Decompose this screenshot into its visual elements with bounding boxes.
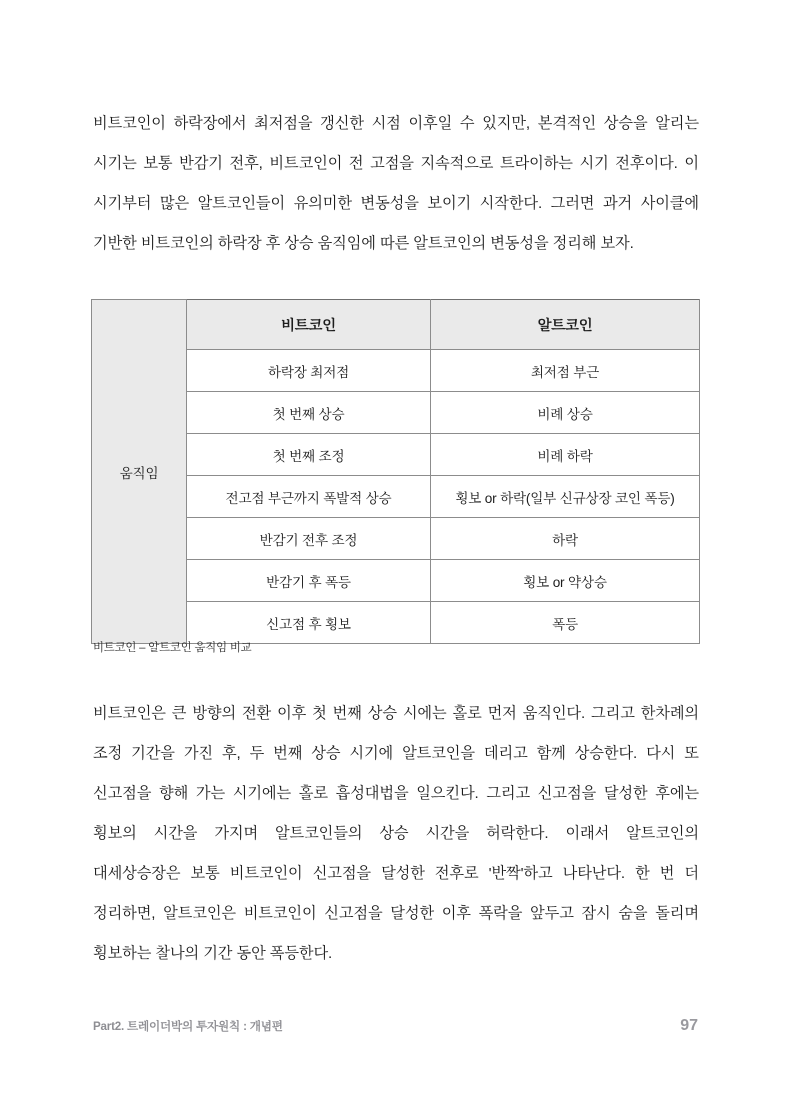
text-run: 반감기 — [179, 155, 223, 172]
text-run: 전후이다. — [615, 155, 678, 172]
paragraph-line — [93, 694, 699, 734]
text-run: 첫 — [312, 705, 327, 722]
text-run: 조정 — [93, 745, 123, 762]
text-run: 가진 — [183, 745, 213, 762]
comparison-table-wrapper — [91, 299, 699, 644]
paragraph-line: 횡보하는 찰나의 기간 동안 폭등한다. — [93, 945, 333, 962]
text-run: 상승 — [367, 705, 397, 722]
text-run: 함께 — [536, 745, 566, 762]
text-run: 유의미한 — [293, 195, 352, 212]
text-run: 보이기 — [427, 195, 472, 212]
table-cell-altcoin: 횡보 or 약상승 — [431, 560, 700, 602]
text-run: 번째 — [273, 745, 303, 762]
paragraph-line — [93, 184, 699, 224]
table-row-label — [92, 300, 187, 644]
text-run: 방향의 — [192, 705, 237, 722]
text-run: 시기에 — [349, 745, 394, 762]
text-run: 데리고 — [483, 745, 528, 762]
text-run: 후에는 — [655, 785, 699, 802]
text-run: 지속적으로 — [420, 155, 494, 172]
paragraph-line — [93, 144, 699, 184]
text-run: 큰 — [171, 705, 187, 722]
table-cell-bitcoin: 반감기 후 폭등 — [187, 560, 431, 602]
table-header-bitcoin: 비트코인 — [187, 300, 431, 350]
text-run: 그리고 — [591, 705, 635, 722]
text-run: 두 — [249, 745, 265, 762]
text-run: 하락장에서 — [173, 115, 247, 132]
text-run: 신고점을 — [312, 865, 371, 882]
text-run: 또 — [684, 745, 699, 762]
text-run: 고점을 — [370, 155, 414, 172]
table-row-label-text: 움직임 — [119, 465, 159, 481]
text-run: 시간을 — [153, 825, 198, 842]
paragraph-line — [93, 814, 699, 854]
text-run: 많은 — [159, 195, 190, 212]
text-run: 대세상승장은 — [93, 865, 181, 882]
comparison-table — [91, 299, 700, 644]
text-run: 트라이하는 — [500, 155, 573, 172]
table-cell-altcoin: 하락 — [431, 518, 700, 560]
text-run: 정리하면, — [93, 905, 156, 922]
text-run: 시기부터 — [93, 195, 152, 212]
text-run: 상승 — [311, 745, 341, 762]
text-run: 비트코인이 — [93, 115, 166, 132]
text-run: 번째 — [332, 705, 362, 722]
text-run: 갱신한 — [320, 115, 364, 132]
text-run: 신고점을 — [324, 905, 383, 922]
text-run: 전 — [348, 155, 364, 172]
text-run: 그리고 — [486, 785, 531, 802]
text-run: 알트코인들이 — [197, 195, 286, 212]
text-run: 번 — [659, 865, 675, 882]
table-caption: 비트코인 – 알트코인 움직임 비교 — [93, 642, 252, 654]
paragraph-line — [93, 894, 699, 934]
text-run: 가는 — [195, 785, 226, 802]
text-run: 보통 — [190, 865, 220, 882]
text-run: 잠시 — [581, 905, 611, 922]
text-run: 비트코인이 — [243, 905, 317, 922]
paragraph-line — [93, 854, 699, 894]
text-run: 다시 — [646, 745, 676, 762]
text-run: 후, — [221, 745, 241, 762]
text-run: 일으킨다. — [416, 785, 479, 802]
text-run: 수 — [459, 115, 475, 132]
table-cell-altcoin: 폭등 — [431, 602, 700, 644]
text-run: 기간을 — [131, 745, 175, 762]
text-run: 그러면 — [550, 195, 595, 212]
text-run: 알트코인은 — [163, 905, 236, 922]
page-footer — [93, 1017, 698, 1035]
text-run: 신고점을 — [537, 785, 597, 802]
text-run: 본격적인 — [537, 115, 597, 132]
text-run: 앞두고 — [530, 905, 574, 922]
text-run: 시점 — [371, 115, 401, 132]
text-run: 한차례의 — [640, 705, 699, 722]
table-header-row — [92, 300, 700, 350]
text-run: 사이클에 — [640, 195, 699, 212]
text-run: 이 — [684, 155, 699, 172]
text-run: 시에는 — [402, 705, 447, 722]
text-run: 시간을 — [425, 825, 470, 842]
text-run: 시기 — [579, 155, 609, 172]
text-run: 알트코인의 — [626, 825, 699, 842]
text-run: 더 — [684, 865, 699, 882]
text-run: 상승을 — [603, 115, 648, 132]
text-run: 알트코인들의 — [274, 825, 363, 842]
text-run: 보통 — [143, 155, 173, 172]
text-run: 최저점을 — [254, 115, 313, 132]
text-run: 달성한 — [390, 905, 435, 922]
text-run: 이후 — [441, 905, 471, 922]
text-run: 시작한다. — [479, 195, 543, 212]
table-cell-bitcoin: 전고점 부근까지 폭발적 상승 — [187, 476, 431, 518]
text-run: 달성한 — [381, 865, 425, 882]
table-cell-altcoin: 비례 하락 — [431, 434, 700, 476]
table-cell-bitcoin: 첫 번째 상승 — [187, 392, 431, 434]
paragraph-line — [93, 774, 699, 814]
table-cell-bitcoin: 반감기 전후 조정 — [187, 518, 431, 560]
text-run: 달성한 — [603, 785, 648, 802]
text-run: 먼저 — [487, 705, 517, 722]
table-cell-altcoin: 횡보 or 하락(일부 신규상장 코인 폭등) — [431, 476, 700, 518]
text-run: 알리는 — [655, 115, 699, 132]
paragraph-body — [93, 694, 699, 974]
text-run: 시기는 — [93, 155, 137, 172]
text-run: 돌리며 — [655, 905, 699, 922]
footer-section-title: Part2. 트레이더박의 투자원칙 : 개념편 — [93, 1020, 283, 1033]
text-run: 상승한다. — [574, 745, 638, 762]
text-run: 이후 — [277, 705, 307, 722]
text-run: 가지며 — [214, 825, 259, 842]
text-run: 상승 — [379, 825, 409, 842]
text-run: 향해 — [159, 785, 189, 802]
text-run: 나타난다. — [562, 865, 626, 882]
text-run: 허락한다. — [486, 825, 549, 842]
text-run: 숨을 — [618, 905, 648, 922]
text-run: 비트코인이 — [269, 155, 343, 172]
text-run: 움직인다. — [522, 705, 586, 722]
text-run: 시기에는 — [232, 785, 292, 802]
text-run: 폭락을 — [478, 905, 523, 922]
text-run: 횡보의 — [93, 825, 137, 842]
text-run: 전후로 — [434, 865, 479, 882]
table-cell-bitcoin: 첫 번째 조정 — [187, 434, 431, 476]
text-run: 전후, — [229, 155, 263, 172]
text-run: 알트코인을 — [402, 745, 475, 762]
text-run: 이래서 — [565, 825, 610, 842]
text-run: 홀로 — [298, 785, 328, 802]
paragraph-line — [93, 734, 699, 774]
text-run: 이후일 — [408, 115, 453, 132]
text-run: 한 — [635, 865, 650, 882]
page-number: 97 — [680, 1017, 698, 1034]
text-run: 있지만, — [482, 115, 531, 132]
table-cell-altcoin: 비례 상승 — [431, 392, 700, 434]
paragraph-intro — [93, 104, 699, 264]
table-header-altcoin: 알트코인 — [431, 300, 700, 350]
text-run: 흡성대법을 — [335, 785, 409, 802]
text-run: 비트코인은 — [93, 705, 166, 722]
paragraph-line: 기반한 비트코인의 하락장 후 상승 움직임에 따른 알트코인의 변동성을 정리해 보자. — [93, 235, 634, 252]
text-run: 과거 — [602, 195, 633, 212]
text-run: '반짝'하고 — [488, 865, 553, 882]
text-run: 신고점을 — [93, 785, 152, 802]
text-run: 전환 — [241, 705, 272, 722]
table-cell-altcoin: 최저점 부근 — [431, 350, 700, 392]
text-run: 홀로 — [452, 705, 482, 722]
table-cell-bitcoin: 하락장 최저점 — [187, 350, 431, 392]
table-cell-bitcoin: 신고점 후 횡보 — [187, 602, 431, 644]
paragraph-line — [93, 104, 699, 144]
text-run: 변동성을 — [360, 195, 419, 212]
text-run: 비트코인이 — [229, 865, 303, 882]
